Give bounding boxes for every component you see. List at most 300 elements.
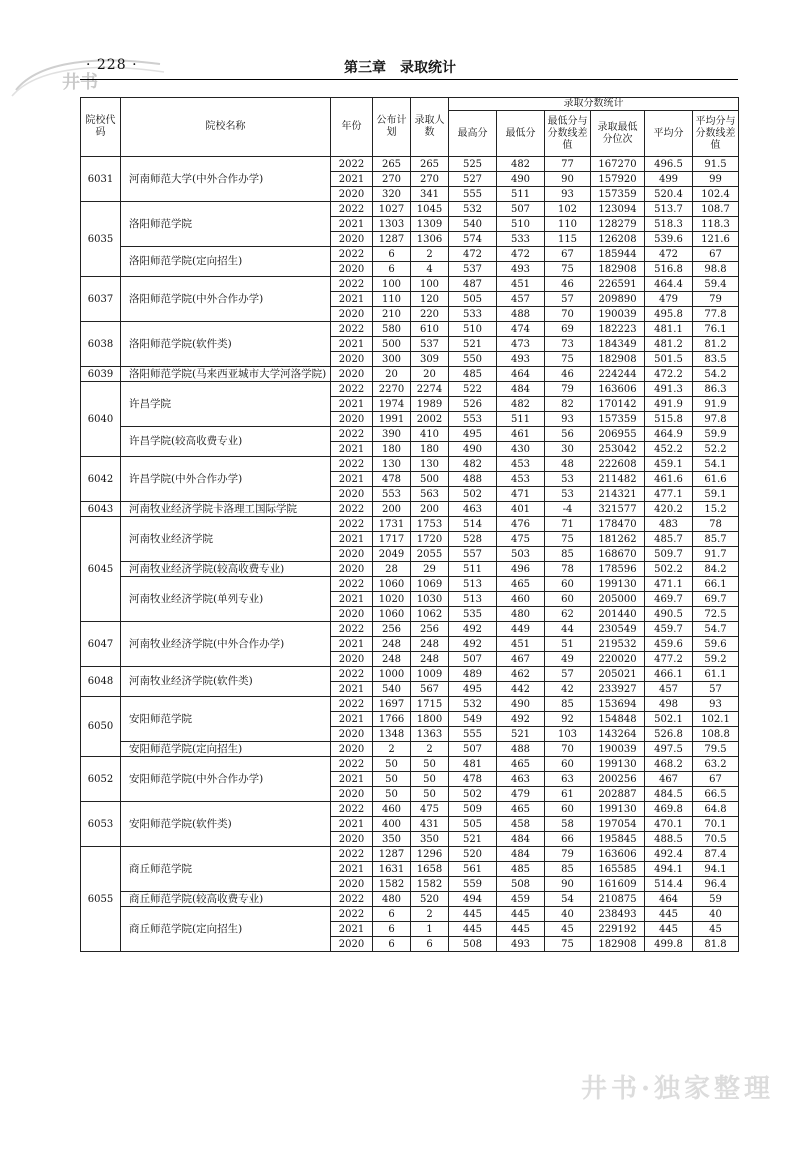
cell-avg: 498 (645, 697, 693, 712)
cell-min-diff: 66 (545, 832, 591, 847)
cell-max: 511 (449, 562, 497, 577)
school-code: 6055 (81, 847, 121, 952)
cell-avg: 539.6 (645, 232, 693, 247)
cell-rank: 161609 (591, 877, 645, 892)
cell-plan: 500 (373, 337, 411, 352)
cell-min-diff: 46 (545, 367, 591, 382)
cell-min: 496 (497, 562, 545, 577)
cell-avg-diff: 86.3 (693, 382, 739, 397)
cell-min: 442 (497, 682, 545, 697)
cell-year: 2021 (331, 532, 373, 547)
school-name: 洛阳师范学院(中外合作办学) (121, 277, 331, 322)
cell-min: 475 (497, 532, 545, 547)
cell-avg: 481.1 (645, 322, 693, 337)
cell-max: 508 (449, 937, 497, 952)
school-name: 河南牧业经济学院(较高收费专业) (121, 562, 331, 577)
cell-max: 537 (449, 262, 497, 277)
cell-avg: 461.6 (645, 472, 693, 487)
cell-year: 2020 (331, 262, 373, 277)
cell-avg-diff: 121.6 (693, 232, 739, 247)
cell-min: 511 (497, 187, 545, 202)
cell-avg-diff: 67 (693, 247, 739, 262)
cell-max: 510 (449, 322, 497, 337)
cell-avg-diff: 83.5 (693, 352, 739, 367)
cell-admit: 2055 (411, 547, 449, 562)
cell-max: 481 (449, 757, 497, 772)
cell-max: 507 (449, 652, 497, 667)
cell-admit: 309 (411, 352, 449, 367)
cell-admit: 1296 (411, 847, 449, 862)
cell-plan: 6 (373, 937, 411, 952)
cell-admit: 100 (411, 277, 449, 292)
school-name: 洛阳师范学院(软件类) (121, 322, 331, 367)
cell-year: 2020 (331, 727, 373, 742)
cell-year: 2022 (331, 622, 373, 637)
cell-max: 532 (449, 697, 497, 712)
school-name: 许昌学院(中外合作办学) (121, 457, 331, 502)
cell-avg-diff: 69.7 (693, 592, 739, 607)
cell-admit: 500 (411, 472, 449, 487)
cell-avg-diff: 66.1 (693, 577, 739, 592)
cell-plan: 1000 (373, 667, 411, 682)
cell-avg: 495.8 (645, 307, 693, 322)
cell-min-diff: 92 (545, 712, 591, 727)
cell-avg-diff: 77.8 (693, 307, 739, 322)
table-row (81, 457, 739, 472)
table-row (81, 202, 739, 217)
cell-year: 2022 (331, 247, 373, 262)
cell-plan: 1582 (373, 877, 411, 892)
cell-min-diff: 62 (545, 607, 591, 622)
school-code: 6042 (81, 457, 121, 502)
cell-plan: 1060 (373, 577, 411, 592)
cell-admit: 1009 (411, 667, 449, 682)
cell-admit: 2002 (411, 412, 449, 427)
cell-year: 2022 (331, 427, 373, 442)
cell-rank: 190039 (591, 742, 645, 757)
table-row (81, 322, 739, 337)
cell-avg: 497.5 (645, 742, 693, 757)
cell-plan: 580 (373, 322, 411, 337)
cell-avg-diff: 64.8 (693, 802, 739, 817)
cell-year: 2021 (331, 862, 373, 877)
cell-avg: 470.1 (645, 817, 693, 832)
cell-min-diff: 51 (545, 637, 591, 652)
cell-min: 484 (497, 382, 545, 397)
table-row (81, 757, 739, 772)
cell-avg: 501.5 (645, 352, 693, 367)
cell-min-diff: 60 (545, 757, 591, 772)
cell-plan: 1348 (373, 727, 411, 742)
cell-max: 526 (449, 397, 497, 412)
cell-plan: 200 (373, 502, 411, 517)
table-row (81, 622, 739, 637)
cell-avg-diff: 94.1 (693, 862, 739, 877)
cell-plan: 265 (373, 157, 411, 172)
cell-avg-diff: 63.2 (693, 757, 739, 772)
cell-avg-diff: 91.9 (693, 397, 739, 412)
table-row (81, 907, 739, 922)
table-row (81, 157, 739, 172)
cell-max: 445 (449, 922, 497, 937)
cell-max: 525 (449, 157, 497, 172)
school-code: 6037 (81, 277, 121, 322)
cell-avg: 494.1 (645, 862, 693, 877)
cell-min: 510 (497, 217, 545, 232)
cell-rank: 126208 (591, 232, 645, 247)
cell-max: 488 (449, 472, 497, 487)
school-name: 洛阳师范学院(定向招生) (121, 247, 331, 277)
cell-rank: 253042 (591, 442, 645, 457)
cell-admit: 1989 (411, 397, 449, 412)
cell-min: 533 (497, 232, 545, 247)
cell-min-diff: 75 (545, 352, 591, 367)
cell-avg-diff: 79.5 (693, 742, 739, 757)
cell-plan: 350 (373, 832, 411, 847)
cell-plan: 400 (373, 817, 411, 832)
cell-min: 460 (497, 592, 545, 607)
cell-admit: 1715 (411, 697, 449, 712)
cell-avg: 445 (645, 907, 693, 922)
cell-rank: 197054 (591, 817, 645, 832)
cell-plan: 1697 (373, 697, 411, 712)
cell-avg-diff: 99 (693, 172, 739, 187)
col-max: 最高分 (449, 111, 497, 157)
table-row (81, 892, 739, 907)
cell-admit: 220 (411, 307, 449, 322)
cell-min-diff: 63 (545, 772, 591, 787)
cell-max: 513 (449, 577, 497, 592)
cell-min-diff: 93 (545, 412, 591, 427)
cell-avg-diff: 118.3 (693, 217, 739, 232)
cell-max: 492 (449, 622, 497, 637)
cell-rank: 143264 (591, 727, 645, 742)
cell-avg: 515.8 (645, 412, 693, 427)
cell-year: 2020 (331, 742, 373, 757)
cell-admit: 265 (411, 157, 449, 172)
school-code: 6048 (81, 667, 121, 697)
table-row (81, 382, 739, 397)
cell-min-diff: -4 (545, 502, 591, 517)
cell-avg: 499 (645, 172, 693, 187)
cell-max: 495 (449, 427, 497, 442)
cell-min-diff: 70 (545, 742, 591, 757)
cell-avg-diff: 59.1 (693, 487, 739, 502)
table-row (81, 802, 739, 817)
cell-plan: 478 (373, 472, 411, 487)
cell-avg: 488.5 (645, 832, 693, 847)
school-name: 河南牧业经济学院(单列专业) (121, 577, 331, 622)
school-code: 6043 (81, 502, 121, 517)
cell-max: 489 (449, 667, 497, 682)
cell-plan: 1766 (373, 712, 411, 727)
cell-avg: 467 (645, 772, 693, 787)
cell-admit: 1658 (411, 862, 449, 877)
cell-admit: 50 (411, 787, 449, 802)
cell-max: 507 (449, 742, 497, 757)
cell-year: 2022 (331, 502, 373, 517)
school-code: 6035 (81, 202, 121, 277)
cell-admit: 2 (411, 742, 449, 757)
cell-avg-diff: 85.7 (693, 532, 739, 547)
cell-year: 2022 (331, 517, 373, 532)
cell-rank: 222608 (591, 457, 645, 472)
table-row (81, 502, 739, 517)
cell-avg: 469.7 (645, 592, 693, 607)
cell-rank: 211482 (591, 472, 645, 487)
school-code: 6040 (81, 382, 121, 457)
cell-year: 2022 (331, 577, 373, 592)
cell-min: 471 (497, 487, 545, 502)
cell-max: 495 (449, 682, 497, 697)
cell-rank: 182908 (591, 352, 645, 367)
cell-avg: 499.8 (645, 937, 693, 952)
cell-min-diff: 57 (545, 667, 591, 682)
cell-max: 522 (449, 382, 497, 397)
cell-avg-diff: 61.6 (693, 472, 739, 487)
cell-min: 401 (497, 502, 545, 517)
cell-admit: 475 (411, 802, 449, 817)
school-code: 6047 (81, 622, 121, 667)
cell-rank: 238493 (591, 907, 645, 922)
cell-min: 480 (497, 607, 545, 622)
cell-rank: 157359 (591, 412, 645, 427)
cell-min: 476 (497, 517, 545, 532)
cell-admit: 610 (411, 322, 449, 337)
cell-avg-diff: 59.6 (693, 637, 739, 652)
cell-min: 451 (497, 277, 545, 292)
cell-max: 533 (449, 307, 497, 322)
cell-plan: 130 (373, 457, 411, 472)
cell-min-diff: 61 (545, 787, 591, 802)
cell-avg-diff: 98.8 (693, 262, 739, 277)
cell-avg-diff: 57 (693, 682, 739, 697)
cell-year: 2022 (331, 457, 373, 472)
cell-min-diff: 60 (545, 802, 591, 817)
cell-min: 453 (497, 457, 545, 472)
cell-rank: 199130 (591, 802, 645, 817)
cell-min-diff: 49 (545, 652, 591, 667)
cell-admit: 1363 (411, 727, 449, 742)
cell-plan: 1287 (373, 232, 411, 247)
cell-min: 457 (497, 292, 545, 307)
cell-max: 502 (449, 787, 497, 802)
cell-min: 490 (497, 697, 545, 712)
cell-min: 451 (497, 637, 545, 652)
cell-min-diff: 60 (545, 592, 591, 607)
cell-max: 532 (449, 202, 497, 217)
cell-rank: 157920 (591, 172, 645, 187)
cell-plan: 540 (373, 682, 411, 697)
table-row (81, 427, 739, 442)
cell-min: 474 (497, 322, 545, 337)
cell-max: 445 (449, 907, 497, 922)
cell-avg: 472.2 (645, 367, 693, 382)
cell-admit: 2 (411, 907, 449, 922)
cell-min: 490 (497, 172, 545, 187)
col-rank: 录取最低分位次 (591, 111, 645, 157)
cell-min: 482 (497, 157, 545, 172)
cell-admit: 200 (411, 502, 449, 517)
cell-year: 2022 (331, 322, 373, 337)
cell-min: 453 (497, 472, 545, 487)
cell-year: 2021 (331, 592, 373, 607)
cell-min-diff: 103 (545, 727, 591, 742)
cell-rank: 205021 (591, 667, 645, 682)
cell-plan: 460 (373, 802, 411, 817)
cell-rank: 220020 (591, 652, 645, 667)
cell-min: 462 (497, 667, 545, 682)
cell-min-diff: 82 (545, 397, 591, 412)
table-body (81, 157, 739, 952)
cell-year: 2021 (331, 337, 373, 352)
cell-avg-diff: 54.1 (693, 457, 739, 472)
cell-min-diff: 75 (545, 532, 591, 547)
col-avg: 平均分 (645, 111, 693, 157)
col-code: 院校代码 (81, 98, 121, 157)
cell-avg: 516.8 (645, 262, 693, 277)
cell-min: 473 (497, 337, 545, 352)
cell-max: 559 (449, 877, 497, 892)
cell-min: 445 (497, 922, 545, 937)
cell-min-diff: 56 (545, 427, 591, 442)
cell-max: 513 (449, 592, 497, 607)
table-row (81, 247, 739, 262)
cell-plan: 110 (373, 292, 411, 307)
cell-avg-diff: 66.5 (693, 787, 739, 802)
col-year: 年份 (331, 98, 373, 157)
cell-min: 445 (497, 907, 545, 922)
cell-admit: 1309 (411, 217, 449, 232)
cell-admit: 350 (411, 832, 449, 847)
cell-plan: 50 (373, 757, 411, 772)
col-group: 录取分数统计 (449, 98, 739, 111)
cell-plan: 50 (373, 787, 411, 802)
cell-admit: 1753 (411, 517, 449, 532)
cell-plan: 20 (373, 367, 411, 382)
cell-plan: 1303 (373, 217, 411, 232)
cell-admit: 1030 (411, 592, 449, 607)
cell-year: 2020 (331, 832, 373, 847)
cell-avg: 502.1 (645, 712, 693, 727)
cell-plan: 6 (373, 907, 411, 922)
cell-avg: 452.2 (645, 442, 693, 457)
cell-plan: 100 (373, 277, 411, 292)
cell-max: 528 (449, 532, 497, 547)
cell-avg-diff: 97.8 (693, 412, 739, 427)
cell-admit: 2274 (411, 382, 449, 397)
school-name: 河南牧业经济学院 (121, 517, 331, 562)
cell-year: 2021 (331, 292, 373, 307)
cell-min-diff: 78 (545, 562, 591, 577)
cell-year: 2021 (331, 922, 373, 937)
cell-min-diff: 90 (545, 877, 591, 892)
cell-min-diff: 85 (545, 547, 591, 562)
cell-avg: 490.5 (645, 607, 693, 622)
cell-admit: 341 (411, 187, 449, 202)
cell-admit: 50 (411, 757, 449, 772)
cell-rank: 182908 (591, 937, 645, 952)
cell-max: 521 (449, 337, 497, 352)
cell-max: 550 (449, 352, 497, 367)
cell-min: 493 (497, 352, 545, 367)
cell-year: 2020 (331, 652, 373, 667)
cell-min: 503 (497, 547, 545, 562)
cell-rank: 205000 (591, 592, 645, 607)
cell-avg-diff: 15.2 (693, 502, 739, 517)
cell-rank: 200256 (591, 772, 645, 787)
cell-admit: 20 (411, 367, 449, 382)
cell-year: 2022 (331, 847, 373, 862)
cell-min-diff: 30 (545, 442, 591, 457)
cell-max: 557 (449, 547, 497, 562)
chapter-title: 第三章 录取统计 (344, 60, 456, 76)
cell-avg-diff: 108.8 (693, 727, 739, 742)
cell-min: 488 (497, 742, 545, 757)
cell-rank: 163606 (591, 382, 645, 397)
school-name: 河南牧业经济学院(中外合作办学) (121, 622, 331, 667)
cell-plan: 2270 (373, 382, 411, 397)
cell-admit: 256 (411, 622, 449, 637)
school-code: 6038 (81, 322, 121, 367)
cell-avg-diff: 61.1 (693, 667, 739, 682)
cell-rank: 123094 (591, 202, 645, 217)
cell-avg-diff: 102.1 (693, 712, 739, 727)
cell-year: 2020 (331, 562, 373, 577)
col-plan: 公布计划 (373, 98, 411, 157)
cell-min: 449 (497, 622, 545, 637)
col-min: 最低分 (497, 111, 545, 157)
cell-plan: 2 (373, 742, 411, 757)
cell-year: 2022 (331, 667, 373, 682)
cell-min: 464 (497, 367, 545, 382)
cell-max: 555 (449, 187, 497, 202)
cell-min-diff: 71 (545, 517, 591, 532)
cell-rank: 157359 (591, 187, 645, 202)
cell-admit: 567 (411, 682, 449, 697)
cell-avg-diff: 70.5 (693, 832, 739, 847)
cell-min: 479 (497, 787, 545, 802)
cell-plan: 50 (373, 772, 411, 787)
cell-admit: 537 (411, 337, 449, 352)
cell-admit: 4 (411, 262, 449, 277)
cell-avg: 520.4 (645, 187, 693, 202)
cell-max: 485 (449, 367, 497, 382)
cell-year: 2020 (331, 877, 373, 892)
cell-plan: 320 (373, 187, 411, 202)
cell-min: 493 (497, 262, 545, 277)
cell-year: 2021 (331, 772, 373, 787)
cell-max: 463 (449, 502, 497, 517)
cell-min: 485 (497, 862, 545, 877)
cell-admit: 520 (411, 892, 449, 907)
cell-min-diff: 73 (545, 337, 591, 352)
cell-plan: 1731 (373, 517, 411, 532)
cell-avg-diff: 93 (693, 697, 739, 712)
cell-avg: 468.2 (645, 757, 693, 772)
cell-admit: 1306 (411, 232, 449, 247)
cell-rank: 202887 (591, 787, 645, 802)
cell-min: 493 (497, 937, 545, 952)
cell-min-diff: 77 (545, 157, 591, 172)
cell-avg-diff: 59.9 (693, 427, 739, 442)
cell-avg: 459.6 (645, 637, 693, 652)
cell-min: 511 (497, 412, 545, 427)
cell-max: 527 (449, 172, 497, 187)
cell-min: 430 (497, 442, 545, 457)
footer-watermark: 井书·独家整理 (580, 1074, 774, 1104)
school-name: 商丘师范学院 (121, 847, 331, 892)
